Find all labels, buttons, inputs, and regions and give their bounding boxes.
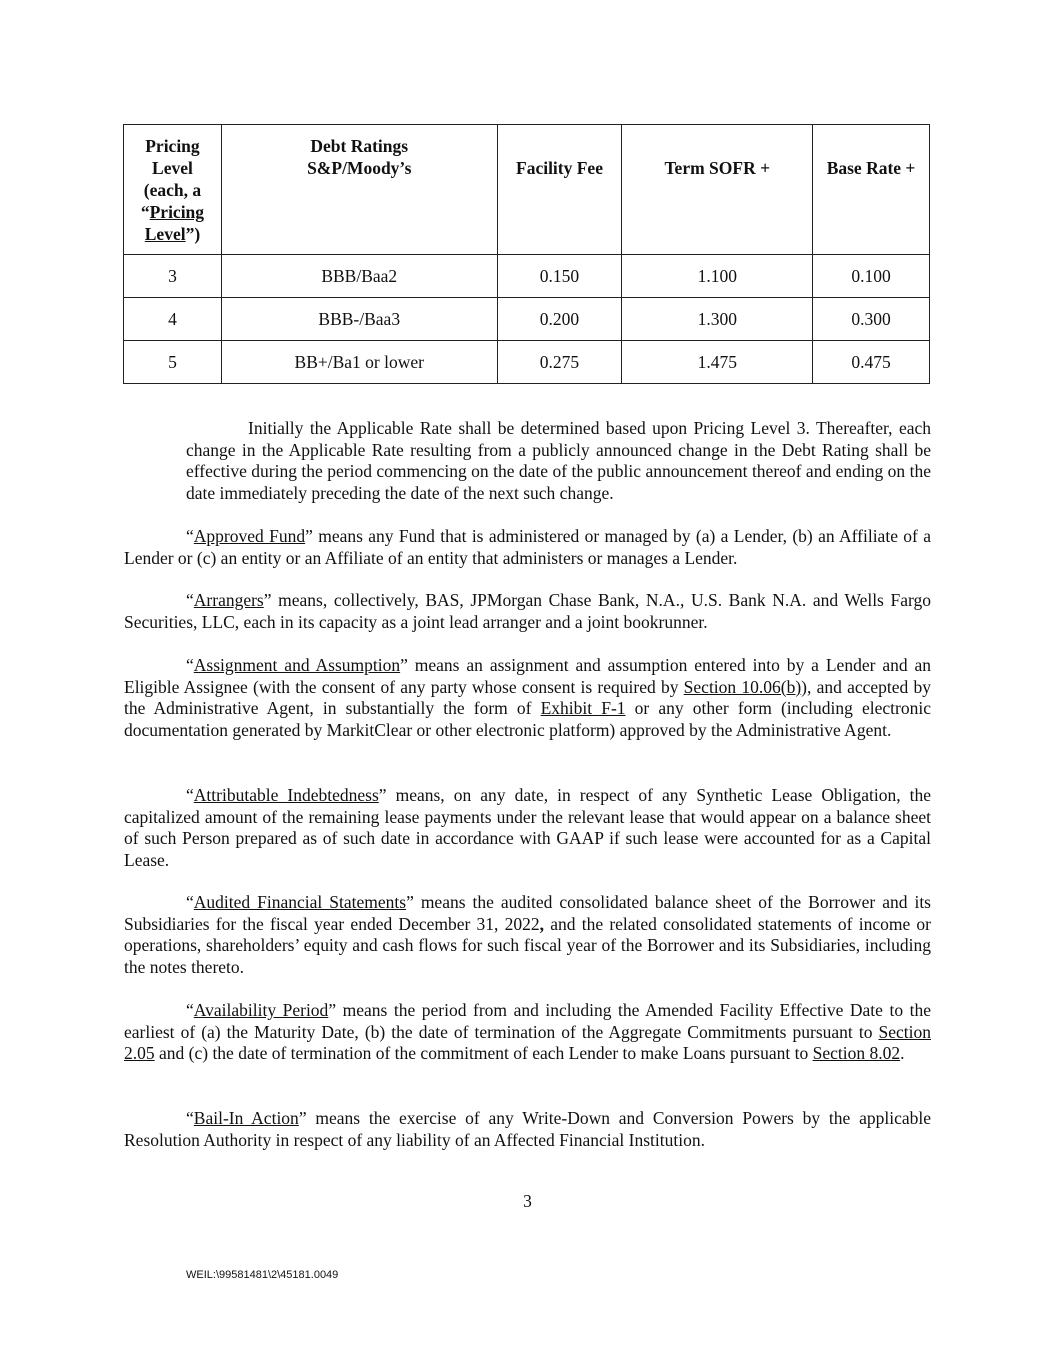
- header-debt-ratings: Debt Ratings S&P/Moody’s: [221, 125, 497, 255]
- defined-term: Approved Fund: [193, 526, 306, 546]
- definition-attributable-indebtedness: “Attributable Indebtedness” means, on any date, in respect of any Synthetic Lease Obligation, the capitalized amount of the remaining lease payments under the relevant lease that would appear on a balance sheet of such Person prepared as of such date in accordance with GAAP if such lease were accounted for as a Capital Lease.: [124, 785, 931, 871]
- cell-base: 0.300: [813, 298, 930, 341]
- cell-sofr: 1.300: [622, 298, 813, 341]
- defined-term: Audited Financial Statements: [193, 892, 407, 912]
- defined-term: Arrangers: [193, 590, 264, 610]
- cell-base: 0.475: [813, 341, 930, 384]
- cell-fee: 0.200: [497, 298, 622, 341]
- cell-rating: BB+/Ba1 or lower: [221, 341, 497, 384]
- definition-approved-fund: “Approved Fund” means any Fund that is administered or managed by (a) a Lender, (b) an Affiliate of a Lender or (c) an entity or an Affiliate of an entity that administers or manages a Lender.: [124, 526, 932, 568]
- header-facility-fee: Facility Fee: [497, 125, 622, 255]
- definition-availability-period: “Availability Period” means the period from and including the Amended Facility Effective Date to the earliest of (a) the Maturity Date, (b) the date of termination of the Aggregate Commitments pursuant to Section 2.05 and (c) the date of termination of the commitment of each Lender to make Loans pursuant to Section 8.02.: [124, 1000, 931, 1064]
- cell-level: 5: [124, 341, 222, 384]
- header-pricing-level: Pricing Level (each, a “Pricing Level”): [124, 125, 222, 255]
- table-row: [124, 298, 930, 341]
- cell-base: 0.100: [813, 255, 930, 298]
- defined-term: Availability Period: [193, 1000, 329, 1020]
- cell-fee: 0.275: [497, 341, 622, 384]
- cell-sofr: 1.475: [622, 341, 813, 384]
- exhibit-reference: Exhibit F-1: [540, 698, 626, 719]
- definition-arrangers: “Arrangers” means, collectively, BAS, JPMorgan Chase Bank, N.A., U.S. Bank N.A. and Wells Fargo Securities, LLC, each in its capacity as a joint lead arranger and a joint bookrunner.: [124, 590, 931, 632]
- section-reference: Section 8.02: [812, 1043, 901, 1064]
- header-base-rate: Base Rate +: [813, 125, 930, 255]
- table-header-row: [124, 125, 930, 255]
- page-number: 3: [523, 1191, 532, 1211]
- header-term-sofr: Term SOFR +: [622, 125, 813, 255]
- cell-level: 3: [124, 255, 222, 298]
- document-footer-id: WEIL:\99581481\2\45181.0049: [186, 1269, 339, 1281]
- section-reference: Section 2.05: [124, 1021, 931, 1064]
- defined-term-pricing-level: Pricing: [149, 202, 205, 222]
- defined-term: Bail-In Action: [193, 1108, 299, 1128]
- definition-bail-in-action: “Bail-In Action” means the exercise of any Write-Down and Conversion Powers by the applicable Resolution Authority in respect of any liability of an Affected Financial Institution.: [124, 1108, 931, 1150]
- definition-audited-financial-statements: “Audited Financial Statements” means the audited consolidated balance sheet of the Borrower and its Subsidiaries for the fiscal year ended December 31, 2022, and the related consolidated statements of income or operations, shareholders’ equity and cash flows for such fiscal year of the Borrower and its Subsidiaries, including the notes thereto.: [124, 892, 932, 978]
- cell-rating: BBB-/Baa3: [221, 298, 497, 341]
- intro-paragraph: Initially the Applicable Rate shall be determined based upon Pricing Level 3. Thereafter, each change in the Applicable Rate resulting from a publicly announced change in the Debt Rating shall be effective during the period commencing on the date of the public announcement thereof and ending on the date immediately preceding the date of the next such change.: [186, 418, 931, 504]
- table-row: [124, 341, 930, 384]
- cell-fee: 0.150: [497, 255, 622, 298]
- defined-term: Assignment and Assumption: [193, 655, 401, 675]
- defined-term: Attributable Indebtedness: [193, 785, 379, 805]
- pricing-table: [123, 124, 930, 384]
- cell-sofr: 1.100: [622, 255, 813, 298]
- cell-rating: BBB/Baa2: [221, 255, 497, 298]
- definition-assignment-and-assumption: “Assignment and Assumption” means an assignment and assumption entered into by a Lender and an Eligible Assignee (with the consent of any party whose consent is required by Section 10.06(b)), and accepted by the Administrative Agent, in substantially the form of Exhibit F-1 or any other form (including electronic documentation generated by MarkitClear or other electronic platform) approved by the Administrative Agent.: [124, 655, 932, 741]
- section-reference: Section 10.06(b): [683, 676, 802, 697]
- cell-level: 4: [124, 298, 222, 341]
- table-row: [124, 255, 930, 298]
